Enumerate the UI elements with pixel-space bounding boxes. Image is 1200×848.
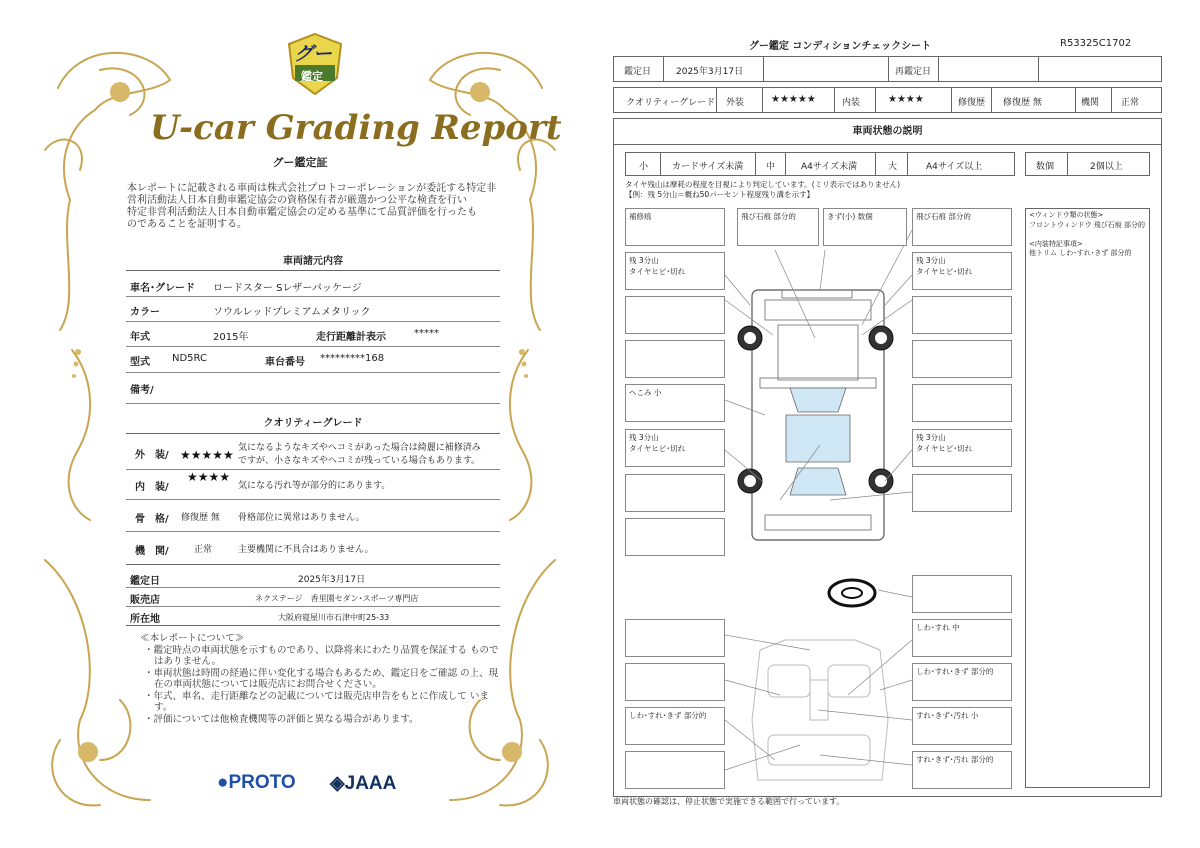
cell [939, 57, 1039, 81]
exterior-label: 外装 [726, 98, 745, 108]
proto-mark-icon: ● [217, 772, 229, 793]
quality-label: クオリティーグレード [626, 98, 716, 108]
remarks-label: 備考/ [130, 385, 154, 396]
report-notes [140, 633, 500, 725]
notes-title: ≪本レポートについて≫ [140, 633, 245, 644]
chassis-value: *********168 [320, 353, 385, 364]
reinspect-label: 再鑑定日 [895, 67, 932, 77]
model-value: ND5RC [172, 353, 207, 364]
statement-line: 特定非営利活動法人日本自動車鑑定協会の定める基準にて品質評価を行ったも [127, 207, 477, 218]
comment-box [912, 474, 1012, 512]
sheet-footer: 車両状態の確認は、停止状態で実施できる範囲で行っています。 [613, 797, 845, 806]
year-label: 年式 [130, 332, 150, 343]
comment-box: しわ･すれ･きず 部分的 [625, 707, 725, 745]
tire-note-2: 【例：残 5分山＝概ね50パーセント程度残り溝を示す】 [625, 190, 815, 199]
exterior-desc-line1: 気になるようなキズやヘコミがあった場合は綺麗に補修済み [238, 443, 481, 453]
divider [126, 433, 500, 434]
engine-value: 正常 [194, 545, 213, 555]
size-medium: 中 [766, 162, 776, 172]
count-label: 数個 [1036, 162, 1055, 172]
proto-logo [217, 772, 296, 794]
address-label: 所在地 [130, 614, 160, 625]
chassis-label: 車台番号 [265, 357, 305, 368]
color-value: ソウルレッドプレミアムメタリック [213, 307, 371, 318]
note-item: ・鑑定時点の車両状態を示すものであり、以降将来にわたり品質を保証する ものではありません。 [144, 644, 499, 667]
certificate-statement [127, 183, 497, 231]
divider [126, 372, 500, 373]
interior-stars: ★★★★ [888, 94, 924, 105]
interior-stars: ★★★★ [187, 470, 231, 484]
comment-box [912, 384, 1012, 422]
badge-label: 鑑定 [301, 70, 323, 83]
count-legend [1025, 152, 1150, 176]
mileage-label: 走行距離計表示 [316, 332, 386, 343]
sheet-title: グー鑑定 コンディションチェックシート [748, 41, 932, 52]
interior-label: 内 装/ [135, 482, 169, 493]
inspection-date-label: 鑑定日 [130, 576, 160, 587]
comment-box: 飛び石痕 部分的 [912, 208, 1012, 246]
badge-logo-text: グー [294, 43, 333, 65]
year-value: 2015年 [213, 332, 249, 343]
cell [764, 57, 889, 81]
grade-row [613, 87, 1162, 113]
engine-label: 機関 [1081, 98, 1100, 108]
date-label: 鑑定日 [624, 67, 652, 77]
comment-box [625, 751, 725, 789]
note-item: ・評価については他検査機関等の評価と異なる場合があります。 [144, 713, 419, 725]
dealer-label: 販売店 [130, 595, 160, 606]
certificate-title: グー鑑定証 [272, 156, 328, 169]
divider [126, 587, 500, 588]
comment-box: 残 3分山 タイヤヒビ･切れ [625, 429, 725, 467]
exterior-desc-line2: ですが、小さなキズやヘコミが残っている場合もあります。 [238, 456, 481, 466]
special-notes-panel: <ウィンドウ類の状態> フロントウィンドウ 飛び石痕 部分的 <内装特記事項> 他トリム しわ･すれ･きず 部分的 [1025, 208, 1150, 788]
comment-box: 残 3分山 タイヤヒビ･切れ [912, 252, 1012, 290]
divider [126, 270, 500, 271]
divider [126, 625, 500, 626]
comment-box [912, 575, 1012, 613]
comment-box: 残 3分山 タイヤヒビ･切れ [912, 429, 1012, 467]
proto-logo-text: PROTO [228, 772, 296, 793]
interior-label: 内装 [842, 98, 861, 108]
report-script-title: U-car Grading Report [150, 108, 562, 148]
date-row [613, 56, 1162, 82]
note-item: ・年式、車名、走行距離などの記載については販売店申告をもとに作成して います。 [144, 690, 489, 713]
condition-check-sheet [600, 0, 1200, 848]
jaaa-logo [330, 772, 396, 795]
comment-box [912, 296, 1012, 334]
address-value: 大阪府寝屋川市石津中町25-33 [278, 613, 390, 622]
comment-box: 飛び石痕 部分的 [737, 208, 819, 246]
goo-kantei-badge [287, 32, 343, 96]
size-large: 大 [888, 162, 898, 172]
comment-box [625, 518, 725, 556]
comment-box: すれ･きず･汚れ 小 [912, 707, 1012, 745]
jaaa-logo-text: JAAA [344, 773, 397, 794]
statement-line: 営利活動法人日本自動車鑑定協会の資格保有者が厳選かつ公平な検査を行い [127, 195, 467, 206]
engine-value: 正常 [1121, 98, 1140, 108]
comment-box [625, 340, 725, 378]
statement-line: のであることを証明する。 [127, 219, 247, 230]
sheet-code: R53325C1702 [1060, 38, 1132, 49]
model-label: 型式 [130, 357, 150, 368]
statement-line: 本レポートに記載される車両は株式会社プロトコーポレーションが委託する特定非 [127, 183, 497, 194]
comment-box: きず(小) 数個 [823, 208, 907, 246]
comment-box [625, 619, 725, 657]
repair-label: 修復歴 [958, 98, 986, 108]
divider [126, 499, 500, 500]
name-grade-value: ロードスター Sレザーパッケージ [213, 283, 362, 294]
name-grade-label: 車名･グレード [130, 283, 195, 294]
size-small-desc: カードサイズ未満 [672, 162, 744, 172]
count-desc: 2個以上 [1090, 162, 1123, 172]
comment-box [625, 296, 725, 334]
size-legend [625, 152, 1015, 176]
size-small: 小 [639, 162, 649, 172]
exterior-label: 外 装/ [135, 450, 169, 461]
exterior-stars: ★★★★★ [771, 94, 816, 105]
inspection-date-value: 2025年3月17日 [298, 575, 366, 585]
dealer-value: ネクステージ 香里園セダン･スポーツ専門店 [255, 594, 419, 603]
comment-box: しわ･すれ 中 [912, 619, 1012, 657]
spec-section-title: 車両諸元内容 [283, 256, 343, 267]
frame-label: 骨 格/ [135, 514, 169, 525]
comment-box [625, 663, 725, 701]
date-value: 2025年3月17日 [676, 67, 744, 77]
repair-value: 修復歴 無 [1003, 98, 1042, 108]
condition-section-title: 車両状態の説明 [614, 119, 1161, 145]
comment-box: 補修痕 [625, 208, 725, 246]
comment-box: へこみ 小 [625, 384, 725, 422]
mileage-value: ***** [414, 328, 439, 339]
divider [126, 403, 500, 404]
divider [126, 469, 500, 470]
engine-desc: 主要機関に不具合はありません。 [238, 545, 374, 555]
jaaa-mark-icon: ◈ [330, 773, 345, 794]
tire-note-1: タイヤ残山は摩耗の程度を目視により判定しています。(ミリ表示ではありません) [625, 180, 901, 189]
comment-box: すれ･きず･汚れ 部分的 [912, 751, 1012, 789]
note-item: ・車両状態は時間の経過に伴い変化する場合もあるため、鑑定日をご確認 の上、現在の車両状態については販売店にお問合せください。 [144, 667, 499, 690]
divider [126, 606, 500, 607]
exterior-stars: ★★★★★ [180, 448, 234, 462]
comment-box [625, 474, 725, 512]
comment-box: しわ･すれ･きず 部分的 [912, 663, 1012, 701]
divider [126, 346, 500, 347]
size-large-desc: A4サイズ以上 [926, 162, 983, 172]
color-label: カラー [130, 307, 160, 318]
size-medium-desc: A4サイズ未満 [801, 162, 858, 172]
frame-value: 修復歴 無 [181, 513, 220, 523]
quality-section-title: クオリティーグレード [263, 418, 363, 429]
divider [126, 564, 500, 565]
divider [126, 321, 500, 322]
frame-desc: 骨格部位に異常はありません。 [238, 513, 365, 523]
divider [126, 296, 500, 297]
interior-desc: 気になる汚れ等が部分的にあります。 [238, 481, 391, 491]
comment-box [912, 340, 1012, 378]
comment-box: 残 3分山 タイヤヒビ･切れ [625, 252, 725, 290]
engine-label: 機 関/ [135, 546, 169, 557]
divider [126, 531, 500, 532]
